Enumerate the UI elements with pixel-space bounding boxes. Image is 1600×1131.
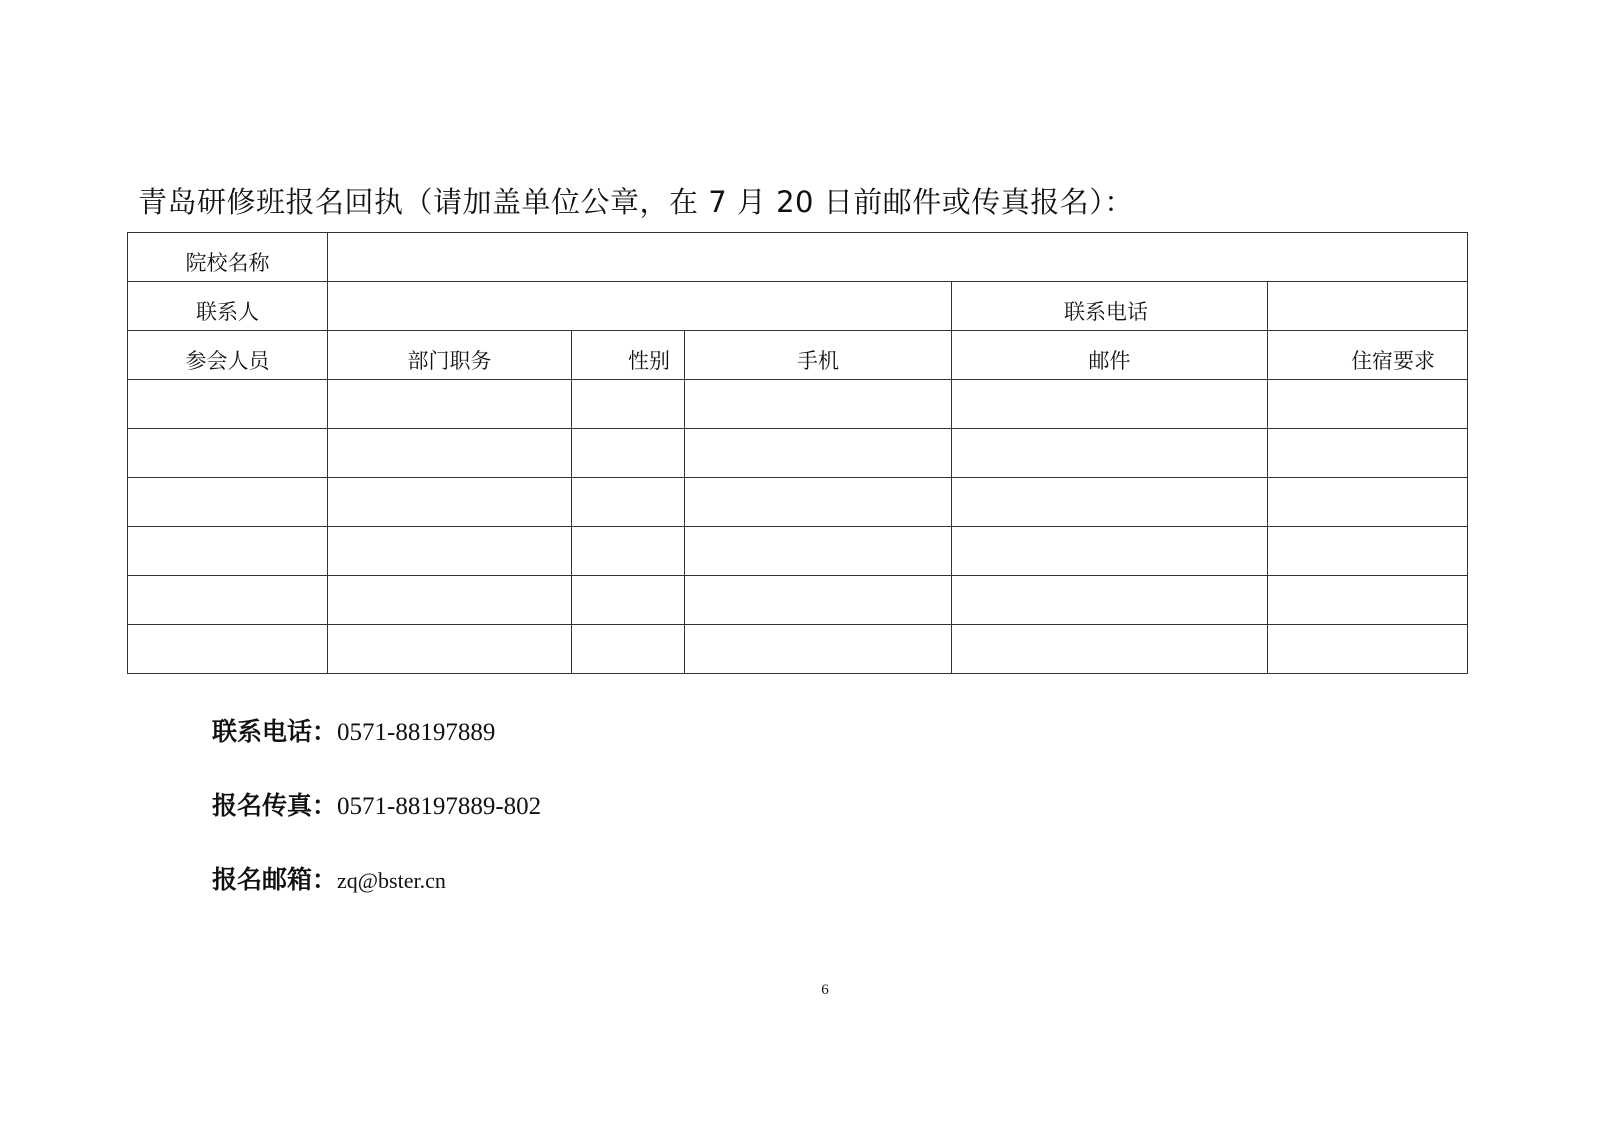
email-line	[212, 860, 446, 896]
registration-form-table	[127, 232, 1468, 674]
contact-person-label: 联系人	[128, 282, 328, 331]
col-header-attendee: 参会人员	[128, 331, 328, 380]
col-header-email: 邮件	[952, 331, 1268, 380]
department-cell[interactable]	[328, 429, 572, 478]
school-name-label: 院校名称	[128, 233, 328, 282]
col-header-mobile: 手机	[685, 331, 952, 380]
email-cell[interactable]	[952, 625, 1268, 674]
contact-phone-value: 0571-88197889	[337, 719, 496, 746]
contact-phone-key: 联系电话：	[212, 717, 338, 746]
attendee-cell[interactable]	[128, 576, 328, 625]
mobile-cell[interactable]	[685, 576, 952, 625]
contact-phone-label-cell	[952, 282, 1268, 331]
table-row	[128, 625, 1468, 674]
fax-key: 报名传真：	[212, 791, 338, 820]
col-header-department: 部门职务	[328, 331, 572, 380]
attendee-cell[interactable]	[128, 527, 328, 576]
email-cell[interactable]	[952, 576, 1268, 625]
email-cell[interactable]	[952, 380, 1268, 429]
accommodation-cell[interactable]	[1268, 625, 1468, 674]
school-row	[128, 233, 1468, 282]
fax-value: 0571-88197889-802	[337, 793, 542, 820]
email-cell[interactable]	[952, 527, 1268, 576]
email-cell[interactable]	[952, 478, 1268, 527]
fax-line	[212, 786, 541, 822]
mobile-cell[interactable]	[685, 527, 952, 576]
mobile-cell[interactable]	[685, 625, 952, 674]
gender-cell[interactable]	[572, 576, 685, 625]
accommodation-cell[interactable]	[1268, 380, 1468, 429]
accommodation-cell[interactable]	[1268, 429, 1468, 478]
page-number: 6	[821, 982, 829, 998]
contact-person-field[interactable]	[328, 282, 952, 331]
contact-phone-line	[212, 712, 495, 748]
table-row	[128, 576, 1468, 625]
gender-cell[interactable]	[572, 478, 685, 527]
attendee-cell[interactable]	[128, 429, 328, 478]
email-cell[interactable]	[952, 429, 1268, 478]
gender-cell[interactable]	[572, 625, 685, 674]
attendee-cell[interactable]	[128, 478, 328, 527]
table-row	[128, 380, 1468, 429]
col-header-gender: 性别	[572, 331, 685, 380]
col-header-accommodation: 住宿要求	[1268, 331, 1468, 380]
header-row	[128, 331, 1468, 380]
mobile-cell[interactable]	[685, 380, 952, 429]
department-cell[interactable]	[328, 527, 572, 576]
department-cell[interactable]	[328, 478, 572, 527]
accommodation-cell[interactable]	[1268, 478, 1468, 527]
accommodation-cell[interactable]	[1268, 527, 1468, 576]
school-name-field[interactable]	[328, 233, 1468, 282]
attendee-cell[interactable]	[128, 625, 328, 674]
attendee-cell[interactable]	[128, 380, 328, 429]
form-title: 青岛研修班报名回执（请加盖单位公章，在 7 月 20 日前邮件或传真报名）：	[138, 185, 1134, 219]
table-row	[128, 478, 1468, 527]
mobile-cell[interactable]	[685, 429, 952, 478]
mobile-cell[interactable]	[685, 478, 952, 527]
contact-phone-field[interactable]	[1268, 282, 1468, 331]
contact-phone-label: 联系电话	[1064, 300, 1148, 324]
email-value[interactable]: zq@bster.cn	[337, 868, 446, 893]
table-row	[128, 527, 1468, 576]
table-row	[128, 429, 1468, 478]
contact-row	[128, 282, 1468, 331]
department-cell[interactable]	[328, 625, 572, 674]
gender-cell[interactable]	[572, 429, 685, 478]
gender-cell[interactable]	[572, 527, 685, 576]
department-cell[interactable]	[328, 380, 572, 429]
department-cell[interactable]	[328, 576, 572, 625]
accommodation-cell[interactable]	[1268, 576, 1468, 625]
email-key: 报名邮箱：	[212, 865, 338, 894]
gender-cell[interactable]	[572, 380, 685, 429]
